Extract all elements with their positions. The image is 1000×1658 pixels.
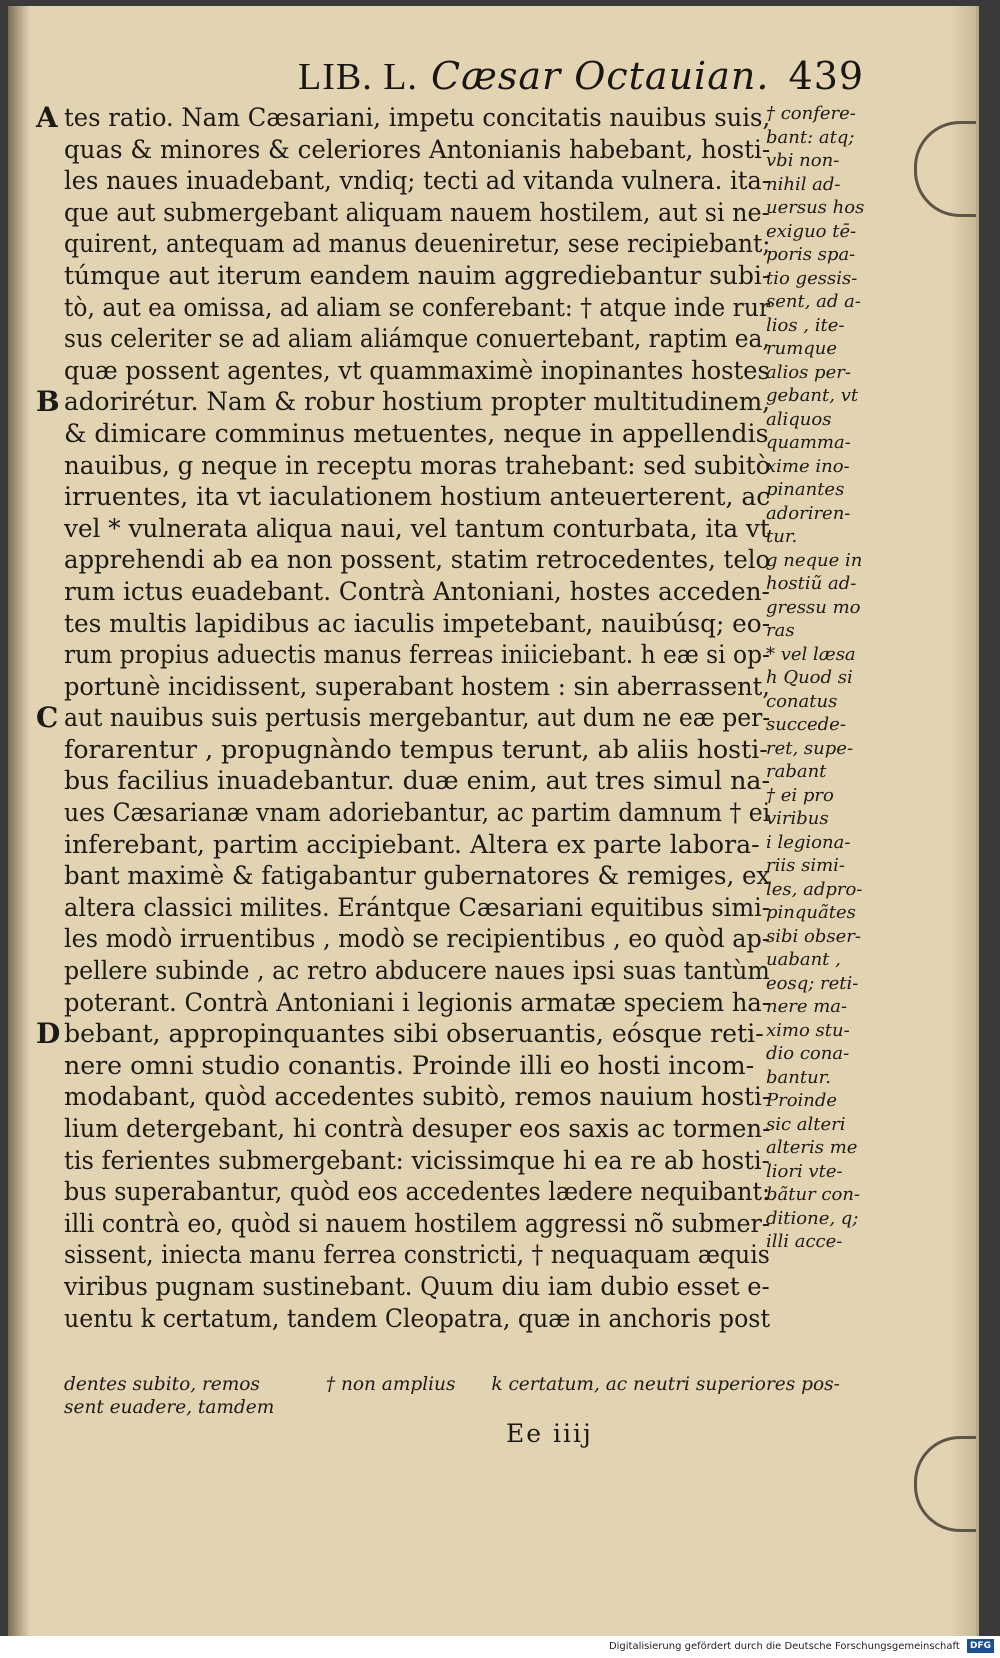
margin-note-line: poris spa- [766, 244, 856, 265]
margin-note-line: alteris me [766, 1137, 858, 1158]
text-line [40, 134, 770, 166]
margin-note-line: exiguo tē- [766, 220, 857, 242]
margin-note-line: bant: atq; [766, 126, 855, 148]
margin-note-line: ditione, q; [766, 1207, 859, 1229]
margin-note-line: quamma- [766, 432, 851, 453]
text-line-content: bant maximè & fatigabantur gubernatores & remiges, ex [64, 861, 771, 891]
text-line [40, 1303, 770, 1335]
text-line [36, 1017, 770, 1051]
digitization-footer [0, 1636, 1000, 1658]
margin-note-line: nere ma- [766, 996, 848, 1017]
margin-note-line: uabant , [766, 949, 841, 970]
margin-note-line: viribus [766, 808, 829, 829]
text-line [40, 892, 770, 924]
margin-note-line: bantur. [766, 1066, 832, 1088]
text-line-content: irruentes, ita vt iaculationem hostium anteuerterent, ac [64, 482, 771, 512]
header-book-number: LIB. L. [298, 56, 418, 98]
text-line-content: poterant. Contrà Antoniani i legionis armatæ speciem ha- [64, 987, 770, 1017]
text-line-content: quirent, antequam ad manus deueniretur, sese recipiebant; [64, 229, 771, 259]
header-title: Cæsar Octauian. [431, 54, 770, 98]
text-line-content: ues Cæsarianæ vnam adoriebantur, ac partim damnum † ei [64, 798, 771, 828]
text-line-content: aut nauibus suis pertusis mergebantur, aut dum ne eæ per- [64, 703, 771, 733]
text-line-content: sus celeriter se ad aliam aliámque conuertebant, raptim ea, [64, 324, 770, 354]
text-line [40, 1239, 770, 1271]
margin-note-line: illi acce- [766, 1231, 843, 1252]
margin-note-line: lios , ite- [766, 314, 845, 336]
text-line-content: altera classici milites. Erántque Cæsariani equitibus simi- [64, 892, 770, 922]
text-line [40, 860, 770, 892]
text-line [40, 544, 770, 576]
margin-note-line: riis simi- [766, 855, 845, 876]
text-line-content: tes ratio. Nam Cæsariani, impetu concitatis nauibus suis, [64, 103, 771, 132]
margin-note-line: nihil ad- [766, 173, 841, 195]
margin-note-line: conatus [766, 690, 838, 712]
text-line [40, 734, 770, 766]
page-number: 439 [788, 54, 865, 98]
margin-note-line: ras [766, 620, 795, 641]
text-line [36, 701, 771, 735]
footnote-line-2: sent euadere, tamdem [64, 1397, 275, 1418]
text-line [40, 639, 770, 671]
text-line [40, 165, 770, 197]
text-line-content: que aut submergebant aliquam nauem hostilem, aut si ne- [64, 197, 770, 227]
footnote-lines [64, 1373, 924, 1419]
text-line [40, 1050, 770, 1082]
dfg-logo: DFG [967, 1639, 994, 1653]
margin-note-line: bãtur con- [766, 1184, 860, 1205]
text-line-content: bus facilius inuadebantur. duæ enim, aut tres simul na- [64, 766, 770, 796]
text-line [40, 829, 770, 861]
text-line [40, 450, 770, 482]
margin-note-line: les, adpro- [766, 878, 863, 900]
text-line-content: bus superabantur, quòd eos accedentes lædere nequibant: [64, 1177, 771, 1207]
text-line [40, 923, 770, 955]
text-line-content: quæ possent agentes, vt quammaximè inopinantes hostes [64, 355, 770, 385]
margin-note-line: eosq; reti- [766, 972, 859, 994]
section-marker: A [36, 101, 58, 134]
text-line [40, 1081, 770, 1113]
text-line [40, 955, 770, 987]
signature-mark: Ee iiij [506, 1419, 593, 1448]
margin-note-line: tio gessis- [766, 267, 858, 289]
text-line [40, 1208, 770, 1240]
margin-note-line: rumque [766, 338, 838, 359]
margin-note-line: * vel læsa [766, 643, 856, 665]
text-line-content: nauibus, g neque in receptu moras trahebant: sed subitò [64, 450, 771, 480]
margin-note-line: gebant, vt [766, 385, 859, 406]
text-line-content: nere omni studio conantis. Proinde illi eo hosti incom- [64, 1050, 755, 1080]
text-line [40, 418, 770, 450]
page-edge [950, 6, 976, 1636]
margin-note-line: vbi non- [766, 150, 840, 171]
margin-note-line: gressu mo [766, 596, 861, 618]
text-line-content: túmque aut iterum eandem nauim aggrediebantur subi- [64, 260, 771, 290]
text-line [40, 671, 770, 703]
margin-note-line: † ei pro [766, 784, 834, 806]
section-marker: C [36, 701, 59, 735]
text-line-content: rum propius aduectis manus ferreas iniiciebant. h eæ si op- [64, 640, 770, 670]
text-line [40, 765, 770, 797]
text-line-content: quas & minores & celeriores Antonianis habebant, hosti- [64, 134, 771, 164]
text-line-content: & dimicare comminus metuentes, neque in appellendis [64, 418, 769, 448]
footnote-certatum: k certatum, ac neutri superiores pos- [491, 1374, 840, 1395]
text-line [40, 197, 770, 229]
margin-note-line: ximo stu- [766, 1019, 850, 1041]
section-marker: B [36, 385, 60, 419]
text-line-content: les modò irruentibus , modò se recipientibus , eo quòd ap- [64, 924, 770, 954]
text-line-content: apprehendi ab ea non possent, statim retrocedentes, telo [64, 545, 771, 575]
margin-note-line: g neque in [766, 549, 863, 571]
text-line [40, 1176, 770, 1208]
margin-note-line: uersus hos [766, 197, 865, 218]
text-line [40, 1145, 770, 1177]
text-line [40, 481, 770, 513]
margin-note-line: hostiũ ad- [766, 573, 857, 594]
margin-note-line: Proinde [766, 1090, 838, 1111]
margin-note-line: h Quod si [766, 667, 853, 688]
text-line-content: viribus pugnam sustinebant. Quum diu iam dubio esset e- [64, 1271, 770, 1301]
text-line-content: pellere subinde , ac retro abducere naues ipsi suas tantùm [64, 956, 770, 986]
page-clip-top [914, 121, 979, 217]
text-line-content: bebant, appropinquantes sibi obseruantis, eósque reti- [64, 1019, 764, 1049]
text-line [40, 1113, 770, 1145]
margin-note-line: i legiona- [766, 831, 851, 853]
text-line [40, 608, 770, 640]
margin-notes-column [766, 102, 916, 1254]
page-clip-bottom [914, 1436, 979, 1532]
margin-note-line: sibi obser- [766, 925, 861, 947]
text-line [40, 292, 770, 324]
text-line-content: adorirétur. Nam & robur hostium propter multitudinem, [64, 387, 771, 417]
text-line [40, 797, 770, 829]
margin-note-line: aliquos [766, 408, 832, 430]
gutter-shadow [8, 6, 30, 1636]
margin-note-line: liori vte- [766, 1160, 843, 1182]
text-line-content: forarentur , propugnàndo tempus terunt, ab aliis hosti- [64, 734, 768, 764]
footnote-non-amplius: † non amplius [325, 1374, 456, 1395]
margin-note-line: rabant [766, 761, 827, 782]
text-line-content: rum ictus euadebant. Contrà Antoniani, hostes acceden- [64, 576, 770, 606]
main-text-column [36, 101, 771, 1334]
text-line-content: modabant, quòd accedentes subitò, remos nauium hosti- [64, 1082, 771, 1112]
margin-note-line: sent, ad a- [766, 291, 861, 312]
text-line-content: vel * vulnerata aliqua naui, vel tantum conturbata, ita vt [64, 513, 770, 543]
text-line-content: les naues inuadebant, vndiq; tecti ad vitanda vulnera. ita- [64, 166, 770, 196]
text-line [36, 385, 771, 419]
text-line-content: tò, aut ea omissa, ad aliam se conferebant: † atque inde rur [64, 292, 771, 322]
text-line [40, 987, 770, 1019]
margin-note-line: sic alteri [766, 1113, 846, 1135]
text-line [40, 323, 770, 355]
margin-note-line: pinquãtes [766, 902, 856, 923]
text-line [40, 228, 770, 260]
text-line-content: inferebant, partim accipiebant. Altera ex parte labora- [64, 829, 760, 859]
text-line-content: sissent, iniecta manu ferrea constricti, † nequaquam æquis [64, 1240, 770, 1270]
text-line [36, 101, 771, 134]
margin-note-line: tur. [766, 526, 798, 547]
text-line [40, 576, 770, 608]
margin-note-line: succede- [766, 714, 846, 735]
text-line-content: uentu k certatum, tandem Cleopatra, quæ in anchoris post [64, 1303, 770, 1333]
margin-note-line: xime ino- [766, 455, 850, 477]
book-page [8, 6, 979, 1636]
margin-note-line: dio cona- [766, 1043, 850, 1064]
text-line [40, 513, 770, 545]
text-line-content: portunè incidissent, superabant hostem : sin aberrassent, [64, 671, 770, 701]
text-line [40, 1271, 770, 1303]
digitization-credit: Digitalisierung gefördert durch die Deutsche Forschungsgemeinschaft [608, 1641, 960, 1652]
footnote-line-1 [64, 1373, 924, 1396]
margin-note-line: pinantes [766, 479, 845, 500]
margin-note-line: adoriren- [766, 502, 851, 524]
footnote-remos: dentes subito, remos [64, 1374, 260, 1395]
margin-note-line: alios per- [766, 361, 851, 383]
text-line [40, 260, 770, 292]
margin-note-line: ret, supe- [766, 737, 854, 759]
text-line-content: tis ferientes submergebant: vicissimque hi ea re ab hosti- [64, 1145, 770, 1175]
margin-note-line: † confere- [766, 103, 856, 124]
text-line-content: tes multis lapidibus ac iaculis impetebant, nauibúsq; eo- [64, 608, 771, 638]
text-line-content: illi contrà eo, quòd si nauem hostilem aggressi nõ submer- [64, 1208, 770, 1238]
section-marker: D [36, 1017, 61, 1051]
text-line-content: lium detergebant, hi contrà desuper eos saxis ac tormen- [64, 1114, 771, 1143]
text-line [40, 355, 770, 387]
